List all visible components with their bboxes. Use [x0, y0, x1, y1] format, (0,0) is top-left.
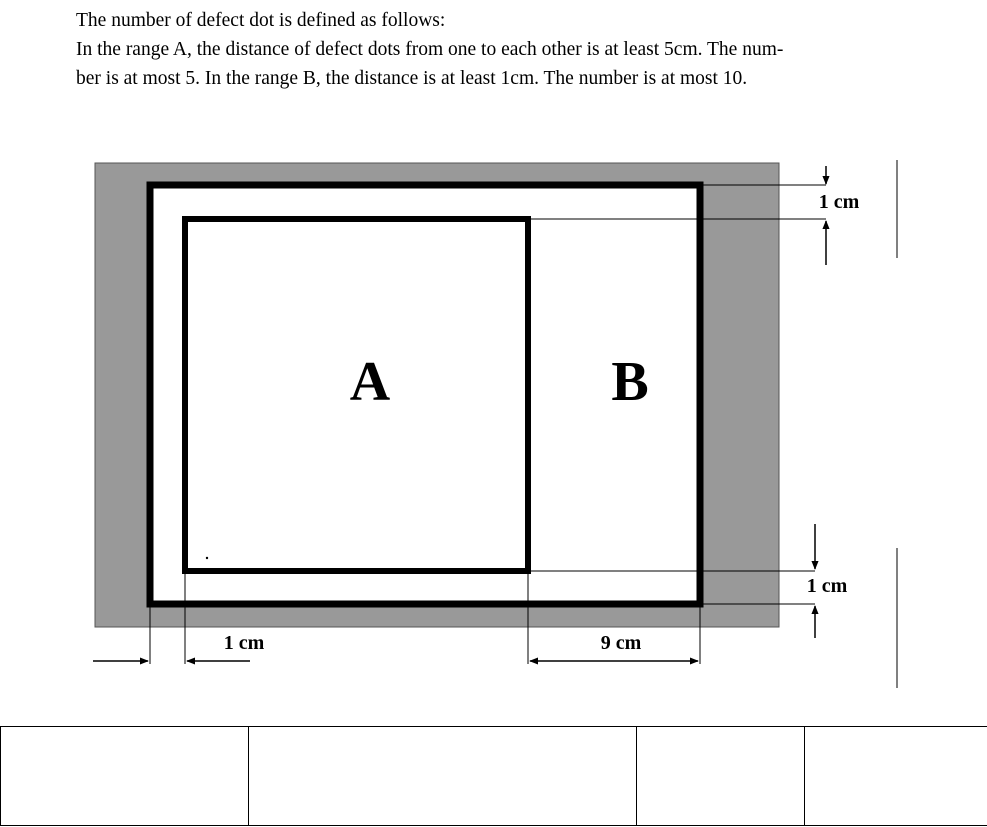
- intro-line-1: The number of defect dot is defined as follows:: [76, 10, 446, 31]
- intro-line-2: In the range A, the distance of defect dots from one to each other is at least 5cm. The num-: [76, 39, 784, 60]
- region-a-label: A: [349, 351, 391, 413]
- intro-line-3: ber is at most 5. In the range B, the distance is at least 1cm. The number is at most 10.: [76, 68, 748, 89]
- table-cell: [637, 727, 805, 826]
- footer-table: [0, 726, 987, 826]
- bottom-dimension-label: 1 cm: [806, 575, 848, 597]
- table-cell: [805, 727, 987, 826]
- table-cell: [249, 727, 637, 826]
- table-row: [1, 727, 987, 826]
- region-b-label: B: [611, 351, 649, 413]
- right-dimension-label: 9 cm: [600, 632, 642, 654]
- left-dimension-label: 1 cm: [223, 632, 265, 654]
- top-dimension-label: 1 cm: [818, 191, 860, 213]
- defect-dot: [206, 557, 208, 559]
- table-cell: [1, 727, 249, 826]
